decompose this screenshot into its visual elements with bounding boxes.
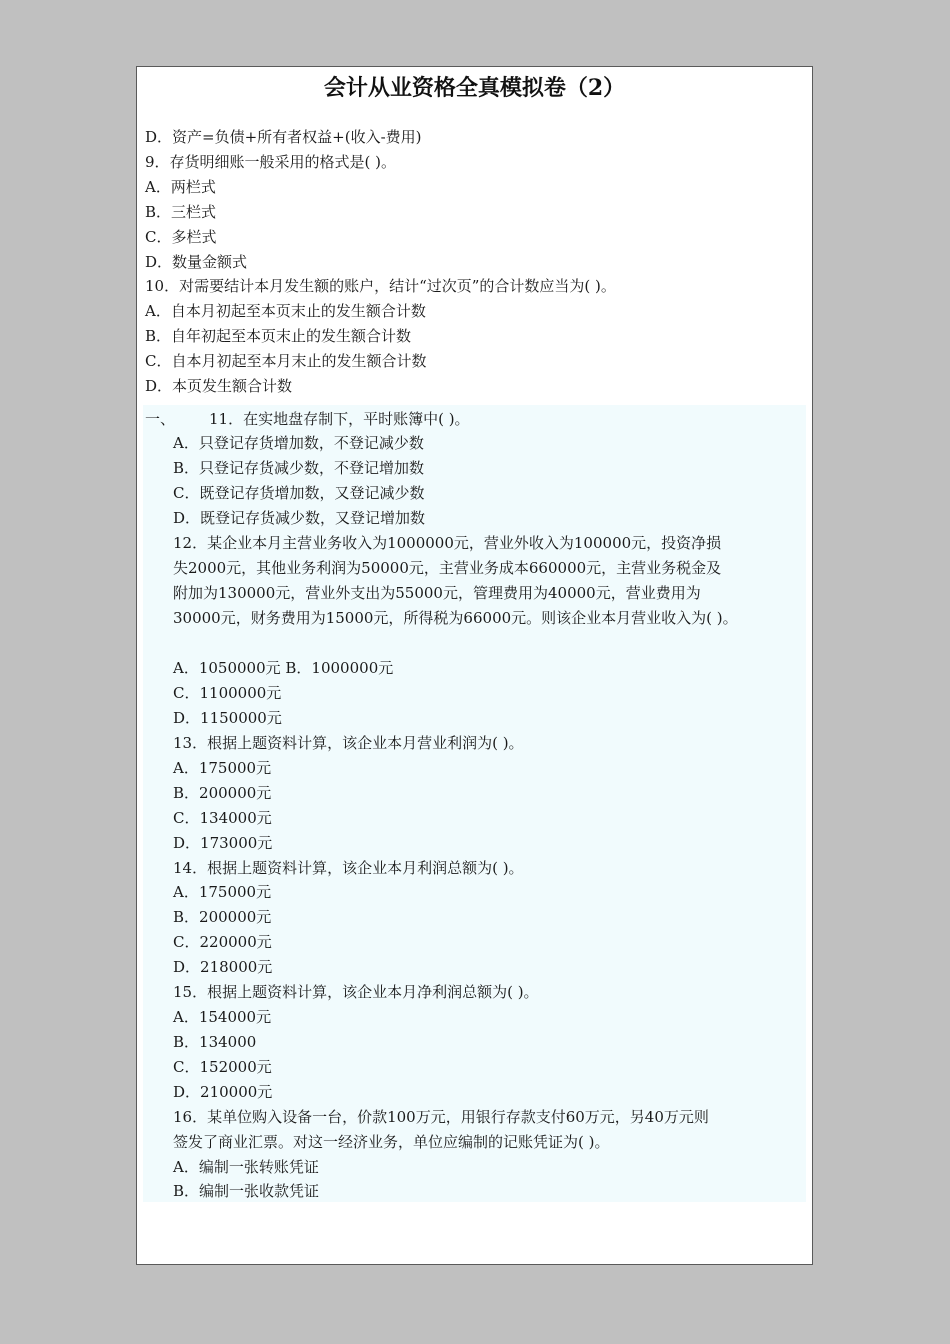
- text-line: D．资产=负债+所有者权益+(收入-费用): [145, 128, 422, 146]
- text-line: A．175000元: [173, 759, 272, 777]
- list-prefix: 一、: [145, 410, 176, 428]
- text-line: D．既登记存货减少数，又登记增加数: [173, 509, 426, 527]
- text-line: 失2000元，其他业务利润为50000元，主营业务成本660000元，主营业务税金及: [173, 559, 722, 577]
- text-line: A．154000元: [173, 1008, 272, 1026]
- text-line: B．只登记存货减少数，不登记增加数: [173, 459, 425, 477]
- text-line: C．1100000元: [173, 684, 282, 702]
- text-line: C．220000元: [173, 933, 272, 951]
- text-line: C．自本月初起至本月末止的发生额合计数: [145, 352, 427, 370]
- text-line: A．两栏式: [145, 178, 216, 196]
- text-line: 16．某单位购入设备一台，价款100万元，用银行存款支付60万元，另40万元则: [173, 1108, 709, 1126]
- text-line: D．218000元: [173, 958, 273, 976]
- text-line: D．173000元: [173, 834, 273, 852]
- text-line: D．本页发生额合计数: [145, 377, 293, 395]
- document-title: 会计从业资格全真模拟卷（2）: [323, 75, 626, 101]
- text-line: B．编制一张收款凭证: [173, 1182, 320, 1200]
- text-line: C．既登记存货增加数，又登记减少数: [173, 484, 425, 502]
- text-line: 30000元，财务费用为15000元，所得税为66000元。则该企业本月营业收入为( )。: [173, 609, 738, 627]
- document-page: [136, 66, 813, 1265]
- text-line: 9．存货明细账一般采用的格式是( )。: [145, 153, 397, 171]
- text-line: 15．根据上题资料计算，该企业本月净利润总额为( )。: [173, 983, 539, 1001]
- text-line: D．数量金额式: [145, 253, 248, 271]
- text-line: 附加为130000元，营业外支出为55000元，管理费用为40000元，营业费用为: [173, 584, 701, 602]
- text-line: 10．对需要结计本月发生额的账户，结计“过次页”的合计数应当为( )。: [145, 277, 616, 295]
- text-line: A．只登记存货增加数，不登记减少数: [173, 434, 424, 452]
- text-line: C．134000元: [173, 809, 272, 827]
- text-line: D．1150000元: [173, 709, 282, 727]
- text-line: A．编制一张转账凭证: [173, 1158, 319, 1176]
- text-line: C．多栏式: [145, 228, 217, 246]
- text-line: D．210000元: [173, 1083, 273, 1101]
- text-line: A．1050000元 B．1000000元: [173, 659, 394, 677]
- text-line: 14．根据上题资料计算，该企业本月利润总额为( )。: [173, 859, 524, 877]
- text-line: C．152000元: [173, 1058, 272, 1076]
- text-line: A．自本月初起至本页末止的发生额合计数: [145, 302, 426, 320]
- text-line: B．200000元: [173, 784, 272, 802]
- highlighted-question-block: [143, 405, 806, 1202]
- text-line: 签发了商业汇票。对这一经济业务，单位应编制的记账凭证为( )。: [173, 1133, 610, 1151]
- text-line: B．自年初起至本页末止的发生额合计数: [145, 327, 412, 345]
- text-line: 12．某企业本月主营业务收入为1000000元，营业外收入为100000元，投资净损: [173, 534, 722, 552]
- text-line: A．175000元: [173, 883, 272, 901]
- text-line: B．三栏式: [145, 203, 217, 221]
- text-line: 13．根据上题资料计算，该企业本月营业利润为( )。: [173, 734, 524, 752]
- text-line: 11．在实地盘存制下，平时账簿中( )。: [209, 410, 470, 428]
- text-line: B．200000元: [173, 908, 272, 926]
- text-line: B．134000: [173, 1033, 257, 1051]
